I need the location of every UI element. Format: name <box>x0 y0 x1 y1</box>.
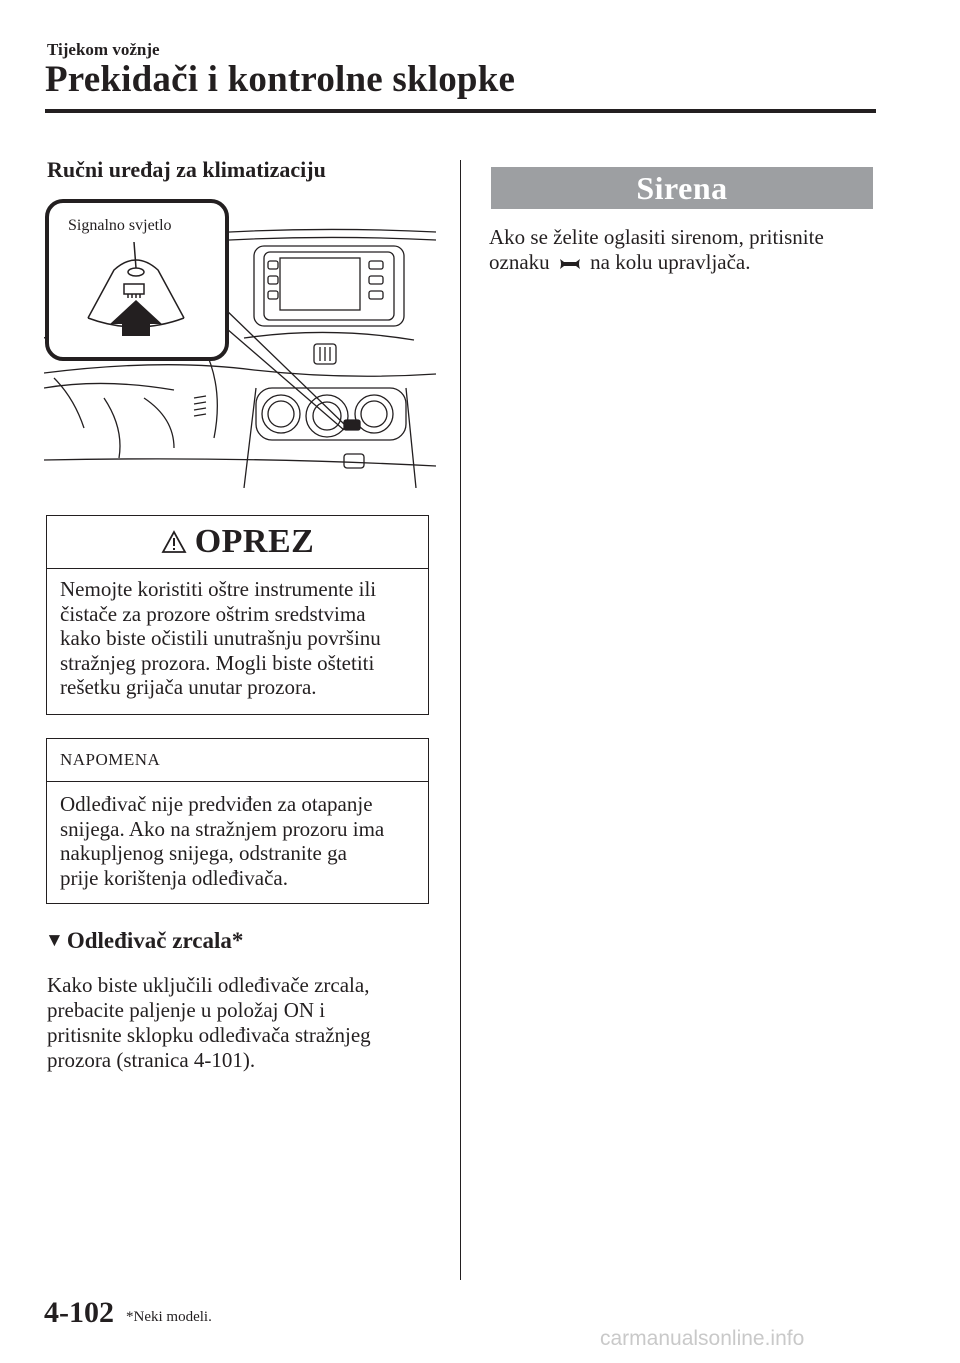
dashboard-illustration <box>44 198 436 488</box>
note-line: nakupljenog snijega, odstranite ga <box>60 841 347 865</box>
mirror-defroster-heading <box>45 928 243 954</box>
caution-line: Nemojte koristiti oštre instrumente ili <box>60 577 377 601</box>
section-kicker: Tijekom vožnje <box>47 40 160 59</box>
watermark: carmanualsonline.info <box>600 1327 805 1350</box>
note-line: snijega. Ako na stražnjem prozoru ima <box>60 816 385 841</box>
column-divider <box>460 160 461 1280</box>
page-title: Prekidači i kontrolne sklopke <box>45 59 516 100</box>
caution-line: stražnjeg prozora. Mogli biste oštetiti <box>60 650 375 675</box>
footnote: *Neki modeli. <box>126 1309 212 1325</box>
dashboard-drawing <box>44 198 436 488</box>
subsection-heading: Ručni uređaj za klimatizaciju <box>47 157 326 182</box>
note-line: prije korištenja odleđivača. <box>60 865 288 890</box>
body-line: pritisnite sklopku odleđivača stražnjeg <box>47 1023 371 1047</box>
mirror-defroster-title: Odleđivač zrcala* <box>66 928 244 953</box>
triangle-marker-icon: ▼ <box>45 930 64 951</box>
horn-text-before: oznaku <box>489 250 550 274</box>
callout-label: Signalno svjetlo <box>68 217 172 234</box>
caution-line: kako biste očistili unutrašnju površinu <box>60 626 381 650</box>
note-text <box>47 782 428 890</box>
note-box <box>46 738 429 904</box>
note-line: Odleđivač nije predviđen za otapanje <box>60 792 373 816</box>
body-line: prebacite paljenje u položaj ON i <box>47 998 326 1022</box>
caution-line: čistače za prozore oštrim sredstvima <box>60 601 366 626</box>
note-title: NAPOMENA <box>47 739 428 782</box>
caution-line: rešetku grijača unutar prozora. <box>60 675 317 699</box>
body-line: prozora (stranica 4-101). <box>47 1048 256 1072</box>
caution-title-bar <box>47 516 428 569</box>
warning-triangle-icon <box>161 530 187 554</box>
body-line: Kako biste uključili odleđivače zrcala, <box>47 973 370 997</box>
page-number: 4-102 <box>44 1296 114 1329</box>
horn-icon <box>559 257 581 271</box>
body-line: Ako se želite oglasiti sirenom, pritisnite <box>489 225 824 249</box>
horn-text <box>489 225 879 275</box>
horn-section-banner: Sirena <box>491 167 873 209</box>
horn-text-after: na kolu upravljača. <box>590 250 751 274</box>
caution-text <box>47 569 428 700</box>
caution-title: OPREZ <box>194 523 315 560</box>
body-line <box>489 250 879 275</box>
mirror-defroster-text <box>47 973 442 1073</box>
caution-box <box>46 515 429 715</box>
heading-rule <box>45 109 876 113</box>
